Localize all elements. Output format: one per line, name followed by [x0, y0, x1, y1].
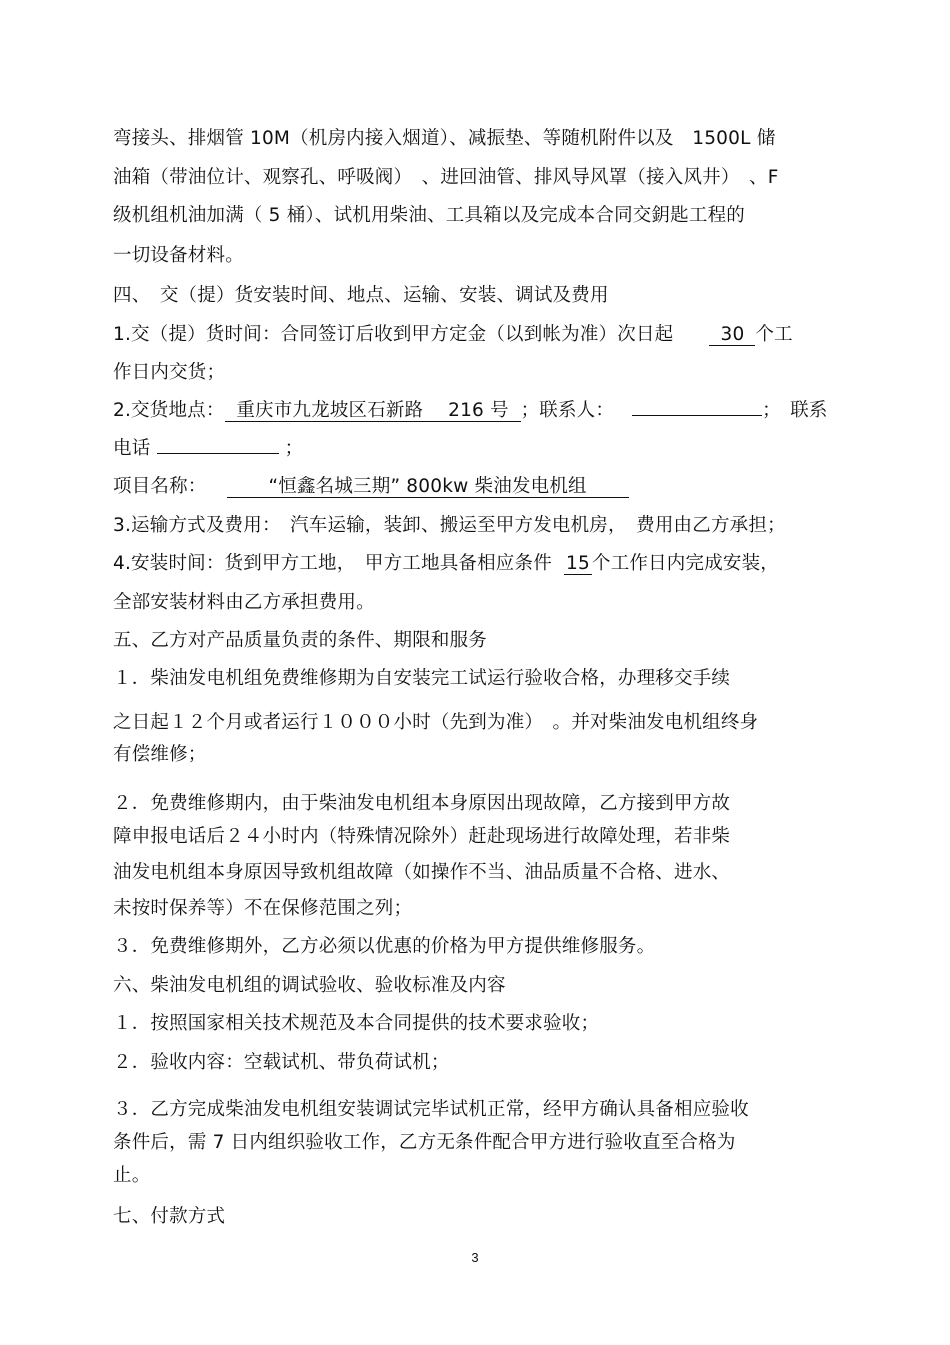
install-days-blank: 15: [564, 554, 592, 575]
text-segment: 1.交（提）货时间：合同签订后收到甲方定金（以到帐为准）次日起: [113, 324, 674, 345]
contact-person-blank: [632, 415, 762, 416]
text-segment: ； 联系: [762, 400, 828, 421]
text-line: 一切设备材料。: [113, 245, 244, 266]
text-line: [113, 399, 828, 423]
text-segment: 电话: [113, 438, 151, 459]
delivery-days-blank: 30: [709, 325, 755, 346]
text-line: [113, 475, 629, 499]
text-line: 油发电机组本身原因导致机组故障（如操作不当、油品质量不合格、进水、: [113, 862, 731, 883]
section-heading: 六、柴油发电机组的调试验收、验收标准及内容: [113, 975, 506, 996]
text-line: 条件后，需 7 日内组织验收工作，乙方无条件配合甲方进行验收直至合格为: [113, 1132, 736, 1153]
section-heading: 七、付款方式: [113, 1206, 226, 1227]
text-line: 未按时保养等）不在保修范围之列；: [113, 898, 413, 919]
text-line: 全部安装材料由乙方承担费用。: [113, 592, 375, 613]
text-line: 作日内交货；: [113, 362, 226, 383]
text-line: 弯接头、排烟管 10M（机房内接入烟道）、减振垫、等随机附件以及 1500L 储: [113, 128, 776, 149]
text-line: ３．乙方完成柴油发电机组安装调试完毕试机正常，经甲方确认具备相应验收: [113, 1099, 749, 1120]
section-heading: 四、 交（提）货安装时间、地点、运输、安装、调试及费用: [113, 285, 609, 306]
text-segment: 个工作日内完成安装，: [592, 553, 780, 574]
text-line: ２．验收内容：空载试机、带负荷试机；: [113, 1052, 450, 1073]
text-segment: 4.安装时间：货到甲方工地， 甲方工地具备相应条件: [113, 553, 552, 574]
text-line: 障申报电话后２４小时内（特殊情况除外）赶赴现场进行故障处理，若非柴: [113, 826, 731, 847]
delivery-address-blank: 重庆市九龙坡区石新路 216 号: [225, 401, 521, 422]
text-line: 有偿维修；: [113, 744, 207, 765]
text-line: 级机组机油加满（ 5 桶）、试机用柴油、工具箱以及完成本合同交鈅匙工程的: [113, 205, 745, 226]
text-line: ３．免费维修期外，乙方必须以优惠的价格为甲方提供维修服务。: [113, 936, 656, 957]
text-segment: ；联系人：: [520, 400, 615, 421]
text-line: [113, 323, 793, 347]
phone-blank: [157, 453, 279, 454]
page-number: 3: [471, 1250, 479, 1265]
text-line: 油箱（带油位计、观察孔、呼吸阀） 、进回油管、排风导风罩（接入风井） 、F: [113, 167, 779, 188]
section-heading: 五、乙方对产品质量负责的条件、期限和服务: [113, 630, 488, 651]
text-line: 之日起１２个月或者运行１０００小时（先到为准） 。并对柴油发电机组终身: [113, 712, 759, 733]
text-line: 止。: [113, 1165, 151, 1186]
text-line: １．柴油发电机组免费维修期为自安装完工试运行验收合格，办理移交手续: [113, 668, 731, 689]
project-name-blank: “恒鑫名城三期” 800kw 柴油发电机组: [227, 477, 629, 498]
text-line: ２．免费维修期内，由于柴油发电机组本身原因出现故障，乙方接到甲方故: [113, 793, 731, 814]
text-segment: 2.交货地点：: [113, 400, 225, 421]
text-line: [113, 552, 779, 576]
text-line: 3.运输方式及费用： 汽车运输，装卸、搬运至甲方发电机房， 费用由乙方承担；: [113, 515, 786, 536]
text-segment: ；: [284, 438, 304, 459]
text-line: １．按照国家相关技术规范及本合同提供的技术要求验收；: [113, 1013, 600, 1034]
text-line: [113, 437, 303, 461]
text-segment: 项目名称：: [113, 476, 207, 497]
text-segment: 个工: [755, 324, 793, 345]
